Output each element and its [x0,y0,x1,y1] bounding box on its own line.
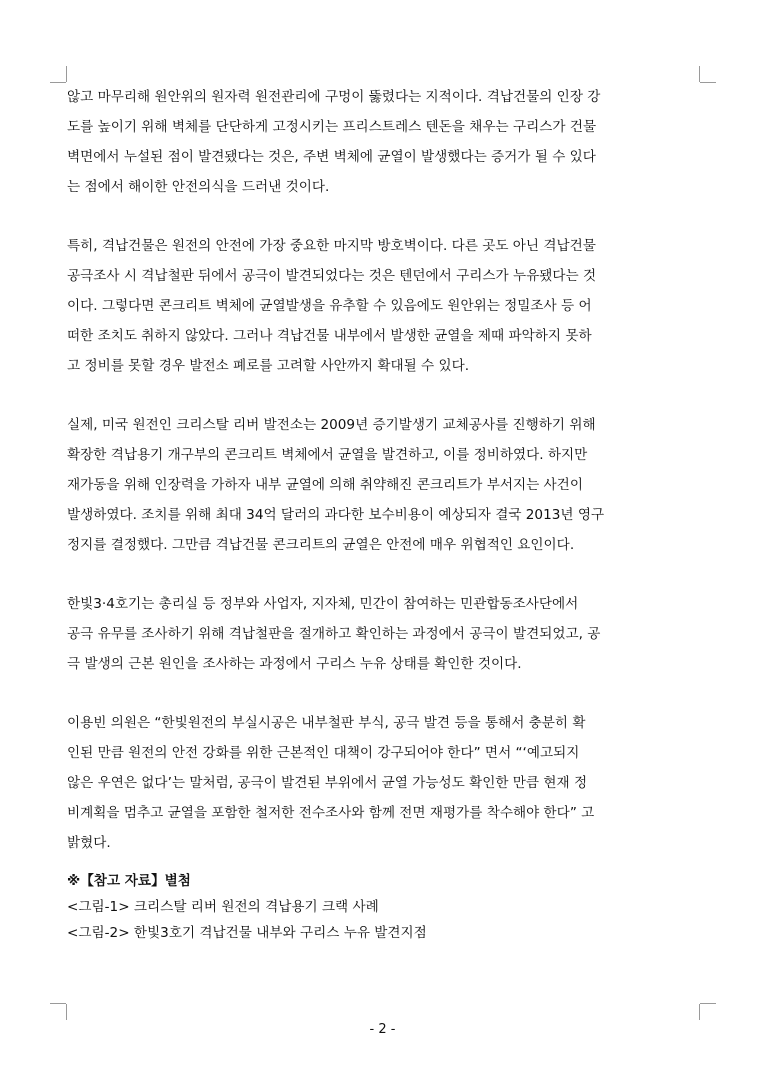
text-line: 정지를 결정했다. 그만큼 격납건물 콘크리트의 균열은 안전에 매우 위협적인 요인이다. [67,537,575,553]
text-line: 않고 마무리해 원안위의 원자력 원전관리에 구멍이 뚫렸다는 지적이다. 격납건물의 인장 강 [67,89,601,105]
text-line: 인된 만큼 원전의 안전 강화를 위한 근본적인 대책이 강구되어야 한다” 면서 “‘예고되지 [67,745,580,761]
text-line: 고 정비를 못할 경우 발전소 폐로를 고려할 사안까지 확대될 수 있다. [67,358,470,374]
paragraph-2 [67,231,699,381]
text-line: 벽면에서 누설된 점이 발견됐다는 것은, 주변 벽체에 균열이 발생했다는 증거가 될 수 있다 [67,149,596,165]
text-line: 이다. 그렇다면 콘크리트 벽체에 균열발생을 유추할 수 있음에도 원안위는 정밀조사 등 어 [67,298,592,314]
crop-mark-bottom-right-v [699,1004,700,1020]
crop-mark-top-right-v [699,66,700,82]
document-body [67,82,699,858]
text-line: 극 발생의 근본 원인을 조사하는 과정에서 구리스 누유 상태를 확인한 것이다. [67,656,522,672]
paragraph-3 [67,410,699,560]
text-line: 비계획을 멈추고 균열을 포함한 철저한 전수조사와 함께 전면 재평가를 착수해야 한다” 고 [67,805,595,821]
text-line: 공극 유무를 조사하기 위해 격납철판을 절개하고 확인하는 과정에서 공극이 발견되었고, 공 [67,626,601,642]
paragraph-1 [67,82,699,202]
page-number: - 2 - [369,1022,396,1037]
text-line: 재가동을 위해 인장력을 가하자 내부 균열에 의해 취약해진 콘크리트가 부서지는 사건이 [67,477,583,493]
text-line: 실제, 미국 원전인 크리스탈 리버 발전소는 2009년 증기발생기 교체공사를 진행하기 위해 [67,417,596,433]
crop-mark-bottom-right-h [700,1003,716,1004]
text-line: 발생하였다. 조치를 위해 최대 34억 달러의 과다한 보수비용이 예상되자 결국 2013년 영구 [67,507,605,523]
reference-section [67,868,699,946]
text-line: 특히, 격납건물은 원전의 안전에 가장 중요한 마지막 방호벽이다. 다른 곳도 아닌 격납건물 [67,238,596,254]
text-line: 이용빈 의원은 “한빛원전의 부실시공은 내부철판 부식, 공극 발견 등을 통해서 충분히 확 [67,715,586,731]
text-line: 도를 높이기 위해 벽체를 단단하게 고정시키는 프리스트레스 텐돈을 채우는 구리스가 건물 [67,119,597,135]
text-line: 떠한 조치도 취하지 않았다. 그러나 격납건물 내부에서 발생한 균열을 제때 파악하지 못하 [67,328,592,344]
reference-item: <그림-1> 크리스탈 리버 원전의 격납용기 크랙 사례 [67,899,379,915]
crop-mark-top-left-v [66,66,67,82]
crop-mark-bottom-left-v [66,1004,67,1020]
text-line: 확장한 격납용기 개구부의 콘크리트 벽체에서 균열을 발견하고, 이를 정비하였다. 하지만 [67,447,588,463]
paragraph-4 [67,589,699,679]
text-line: 공극조사 시 격납철판 뒤에서 공극이 발견되었다는 것은 텐던에서 구리스가 누유됐다는 것 [67,268,597,284]
reference-item: <그림-2> 한빛3호기 격납건물 내부와 구리스 누유 발견지점 [67,925,427,941]
text-line: 한빛3·4호기는 총리실 등 정부와 사업자, 지자체, 민간이 참여하는 민관합동조사단에서 [67,596,579,612]
crop-mark-top-left-h [50,82,66,83]
reference-heading: ※【참고 자료】별첨 [67,873,191,889]
text-line: 않은 우연은 없다’는 말처럼, 공극이 발견된 부위에서 균열 가능성도 확인한 만큼 현재 정 [67,775,588,791]
text-line: 는 점에서 해이한 안전의식을 드러낸 것이다. [67,179,330,195]
text-line: 밝혔다. [67,835,111,851]
paragraph-5 [67,708,699,858]
crop-mark-bottom-left-h [50,1003,66,1004]
crop-mark-top-right-h [700,82,716,83]
